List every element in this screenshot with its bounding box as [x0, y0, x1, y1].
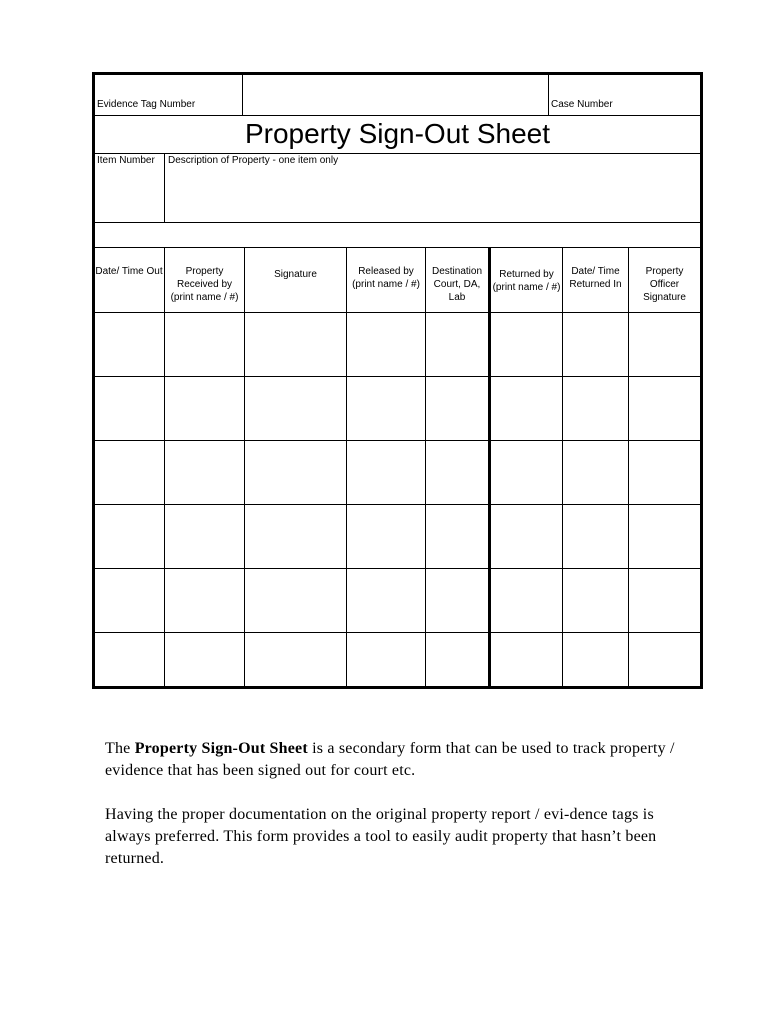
col-line-6: [562, 247, 563, 689]
row-line-2: [95, 376, 700, 377]
col-header-released-by: Released by (print name / #): [352, 266, 420, 290]
col-line-1: [164, 247, 165, 689]
col-line-2: [244, 247, 245, 689]
form-title: Property Sign-Out Sheet: [244, 118, 551, 149]
row-line-5: [95, 568, 700, 569]
description-divider: [95, 222, 700, 223]
col-line-3: [346, 247, 347, 689]
col-header-signature: Signature: [274, 269, 317, 280]
description-text: [105, 738, 685, 870]
case-number-field[interactable]: [549, 75, 700, 115]
row-line-4: [95, 504, 700, 505]
col-header-returned-by: Returned by (print name / #): [492, 269, 561, 293]
col-header-destination: Destination Court, DA, Lab: [431, 266, 483, 303]
title-divider: [95, 153, 700, 154]
row-line-3: [95, 440, 700, 441]
evidence-tag-field[interactable]: [243, 75, 548, 115]
description-field[interactable]: [165, 167, 700, 222]
col-line-7: [628, 247, 629, 689]
column-header-top: [95, 247, 700, 248]
property-sign-out-form: [92, 72, 703, 689]
row-line-1: [95, 312, 700, 313]
col-header-received-by: Property Received by (print name / #): [170, 266, 239, 303]
item-number-label: Item Number: [97, 155, 155, 166]
col-line-4: [425, 247, 426, 689]
col-header-date-time-returned: Date/ Time Returned In: [569, 266, 622, 290]
case-number-label: Case Number: [551, 99, 613, 110]
row-line-6: [95, 632, 700, 633]
col-line-5-thick: [488, 247, 491, 689]
col-header-date-time-out: Date/ Time Out: [95, 266, 163, 277]
description-paragraph-2: Having the proper documentation on the original property report / evi-dence tags is always preferred. This form provides a tool to easily audit property that hasn’t been returned.: [105, 806, 657, 867]
description-paragraph-1: The Property Sign-Out Sheet is a secondary form that can be used to track property / evidence that has been signed out for court etc.: [105, 740, 675, 779]
description-label: Description of Property - one item only: [168, 155, 339, 166]
evidence-tag-label: Evidence Tag Number: [97, 99, 196, 110]
form-name-bold: Property Sign-Out Sheet: [134, 740, 308, 757]
col-header-officer-signature: Property Officer Signature: [643, 266, 686, 303]
